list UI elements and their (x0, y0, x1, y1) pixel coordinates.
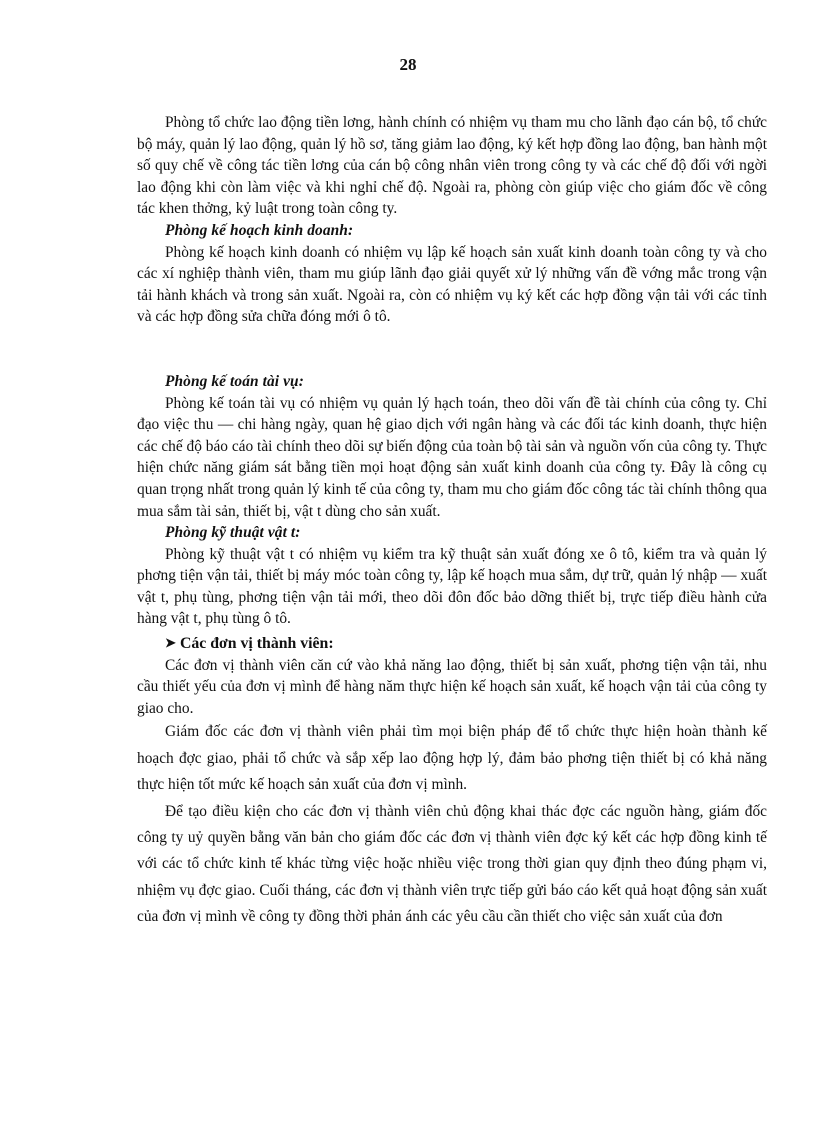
paragraph-unit-directors: Giám đốc các đơn vị thành viên phải tìm mọi biện pháp để tổ chức thực hiện hoàn thành kế hoạch đợc giao, phải tổ chức và sắp xếp lao động hợp lý, đảm bảo phơng tiện thiết bị có khả năng thực hiện tốt mức kế hoạch sản xuất của đơn vị mình. (137, 723, 767, 794)
page-number: 28 (399, 55, 417, 74)
heading-accounting: Phòng kế toán tài vụ: (165, 372, 304, 390)
section-gap (137, 328, 767, 371)
document-body (137, 112, 767, 931)
heading-member-units (137, 632, 767, 655)
paragraph-business-planning: Phòng kế hoạch kinh doanh có nhiệm vụ lập kế hoạch sản xuất kinh doanh toàn công ty và cho các xí nghiệp thành viên, tham mu giúp lãnh đạo giải quyết xử lý những vấn đề vớng mắc trong vận tải hành khách và trong sản xuất. Ngoài ra, còn có nhiệm vụ ký kết các hợp đồng vận tải với các tỉnh và các hợp đồng sửa chữa đóng mới ô tô. (137, 243, 767, 326)
paragraph-authorization: Để tạo điều kiện cho các đơn vị thành viên chủ động khai thác đợc các nguồn hàng, giám đốc công ty uỷ quyền bằng văn bản cho giám đốc các đơn vị thành viên đợc ký kết các hợp đồng kinh tế với các tổ chức kinh tế khác từng việc hoặc nhiều việc trong thời gian quy định theo đúng phạm vi, nhiệm vụ đợc giao. Cuối tháng, các đơn vị thành viên trực tiếp gửi báo cáo kết quả hoạt động sản xuất của đơn vị mình về công ty đồng thời phản ánh các yêu cầu cần thiết cho việc sản xuất của đơn (137, 802, 767, 926)
heading-technical-supplies: Phòng kỹ thuật vật t: (165, 524, 301, 542)
paragraph-member-units: Các đơn vị thành viên căn cứ vào khả năng lao động, thiết bị sản xuất, phơng tiện vận tải, nhu cầu thiết yếu của đơn vị mình để hàng năm thực hiện kế hoạch sản xuất, kế hoạch vận tải của công ty giao cho. (137, 656, 767, 717)
right-arrow-bullet-icon: ➤ (165, 635, 176, 651)
heading-business-planning: Phòng kế hoạch kinh doanh: (165, 221, 354, 239)
paragraph-accounting: Phòng kế toán tài vụ có nhiệm vụ quản lý hạch toán, theo dõi vấn đề tài chính của công ty. Chỉ đạo việc thu — chi hàng ngày, quan hệ giao dịch với ngân hàng và các đối tác kinh doanh, thực hiện các chế độ báo cáo tài chính theo dõi sự biến động của toàn bộ tài sản và nguồn vốn của công ty. Thực hiện chức năng giám sát bằng tiền mọi hoạt động sản xuất kinh doanh của công ty. Đây là công cụ quan trọng nhất trong quản lý kinh tế của công ty, tham mu cho giám đốc công tác tài chính thông qua mua sắm tài sản, thiết bị, vật t dùng cho sản xuất. (137, 394, 767, 520)
paragraph-labor-organization: Phòng tổ chức lao động tiền lơng, hành chính có nhiệm vụ tham mu cho lãnh đạo cán bộ, tổ chức bộ máy, quản lý lao động, quản lý hồ sơ, tăng giảm lao động, ký kết hợp đồng lao động, ban hành một số quy chế về công tác tiền lơng của cán bộ công nhân viên trong công ty và các chế độ đối với ngời lao động khi còn làm việc và khi nghỉ chế độ. Ngoài ra, phòng còn giúp việc cho giám đốc về công tác khen thởng, kỷ luật trong toàn công ty. (137, 114, 767, 218)
heading-member-units-label: Các đơn vị thành viên: (180, 635, 334, 653)
paragraph-technical-supplies: Phòng kỹ thuật vật t có nhiệm vụ kiểm tra kỹ thuật sản xuất đóng xe ô tô, kiểm tra và quản lý phơng tiện vận tải, thiết bị máy móc toàn công ty, lập kế hoạch mua sắm, dự trữ, quản lý nhập — xuất vật t, phụ tùng, phơng tiện vận tải mới, theo dõi đôn đốc bảo dỡng thiết bị, trực tiếp điều hành cửa hàng vật t, phụ tùng ô tô. (137, 545, 767, 628)
